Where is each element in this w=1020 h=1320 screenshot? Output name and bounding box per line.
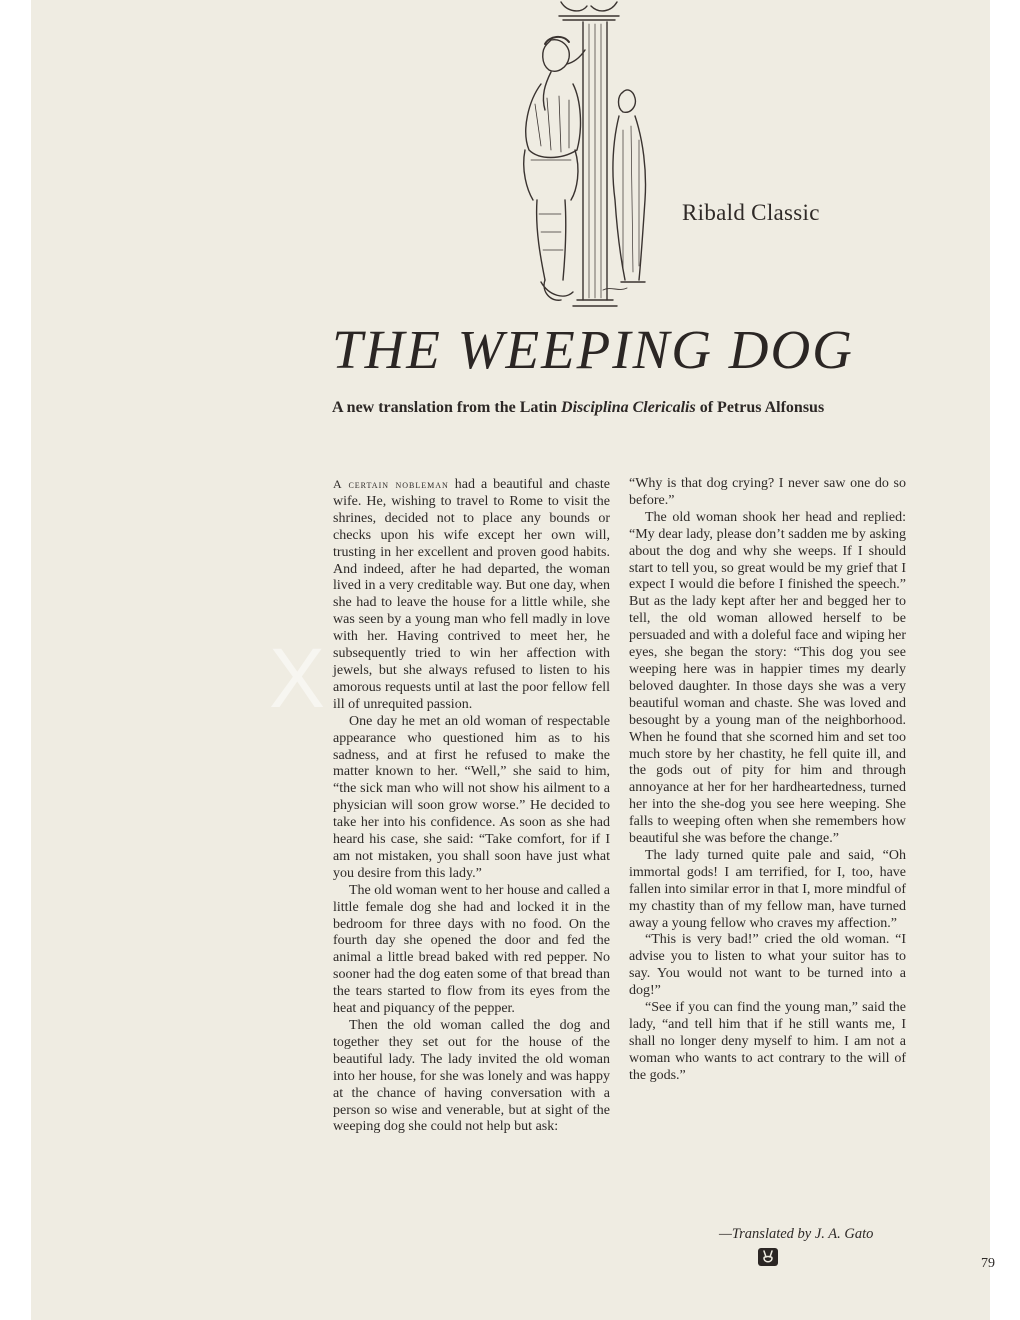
paragraph-text: had a beautiful and chaste wife. He, wishing to travel to Rome to visit the shrines, decided not to place any bounds or checks upon his wife except her own will, trusting in her excellent and proven good habits. And indeed, after he had departed, the woman lived in a very creditable way. But one day, when she had to leave the house for a little while, she was seen by a young man who fell madly in love with her. Having contrived to meet her, he subsequently tried to win her affection with jewels, but she always refused to listen to his amorous requests until at last the poor fellow fell ill of unrequited passion. xyxy=(333,477,610,712)
left-column xyxy=(333,476,610,1136)
paragraph: The lady turned quite pale and said, “Oh immortal gods! I am terrified, for I, too, have fallen into similar error in that I, more mindful of my chastity than of my fellow man, have turned away a young fellow who craves my affection.” xyxy=(629,847,906,931)
roman-lovers-illustration-icon xyxy=(511,0,681,312)
paragraph: “This is very bad!” cried the old woman. “I advise you to listen to what your suitor has to say. You would not want to be turned into a dog!” xyxy=(629,932,906,999)
article-subtitle xyxy=(332,399,912,417)
rabbit-head-logo-icon xyxy=(758,1248,778,1266)
paragraph: One day he met an old woman of respectable appearance who questioned him as to his sadness, and at first he refused to make the matter known to her. “Well,” she said to him, “the sick man who will not show his ailment to a physician will soon grow worse.” He decided to take her into his confidence. As soon as she had heard his case, she said: “Take comfort, for if I am not mistaken, you shall soon have just what you desire from this lady.” xyxy=(333,713,610,881)
watermark: X xyxy=(269,631,332,725)
page-number: 79 xyxy=(981,1256,995,1271)
article-title: THE WEEPING DOG xyxy=(332,319,854,380)
paragraph: Then the old woman called the dog and together they set out for the house of the beautiful lady. The lady invited the old woman into her house, for she was lonely and was happy at the chance of having conversation with a person so wise and venerable, but at sight of the weeping dog she could not help but ask: xyxy=(333,1018,610,1135)
right-column xyxy=(629,476,906,1085)
section-kicker: Ribald Classic xyxy=(682,200,820,225)
paragraph: “See if you can find the young man,” said the lady, “and tell him that if he still wants me, I shall no longer deny myself to him. I am not a woman who wants to act contrary to the will of the gods.” xyxy=(629,1000,906,1083)
paragraph: The old woman went to her house and called a little female dog she had and locked it in the bedroom for three days with no food. On the fourth day she opened the door and fed the animal a little bread baked with red pepper. No sooner had the dog eaten some of that bread than the tears started to flow from its eyes from the heat and piquancy of the pepper. xyxy=(333,882,610,1017)
paragraph: The old woman shook her head and replied: “My dear lady, please don’t sadden me by asking about the dog and why she weeps. If I should start to tell you, so great would be my grief that I expect I would die before I finished the speech.” But as the lady kept after her and begged her to tell, the old woman allowed herself to be persuaded and with a doleful face and wiping her eyes, she began the story: “This dog you see weeping here was in happier times my dearly beloved daughter. In those days she was a very beautiful woman and chaste. She was loved and besought by a young man of the neighborhood. When he found that she scorned him and set too much store by her chastity, he fell quite ill, and the gods out of pity for him and through annoyance at her for her hardheartedness, turned her into the she-dog you see here weeping. She falls to weeping often when she remembers how beautiful she was before the change.” xyxy=(629,509,906,847)
subtitle-prefix: A new translation from the Latin xyxy=(332,399,562,416)
paragraph: “Why is that dog crying? I never saw one do so before.” xyxy=(629,476,906,508)
lead-smallcaps: A certain nobleman xyxy=(333,477,449,491)
translator-credit: —Translated by J. A. Gato xyxy=(719,1226,874,1242)
subtitle-work-title: Disciplina Clericalis xyxy=(561,399,696,416)
subtitle-suffix: of Petrus Alfonsus xyxy=(695,399,825,416)
paragraph xyxy=(333,476,610,714)
magazine-page xyxy=(31,0,995,1320)
